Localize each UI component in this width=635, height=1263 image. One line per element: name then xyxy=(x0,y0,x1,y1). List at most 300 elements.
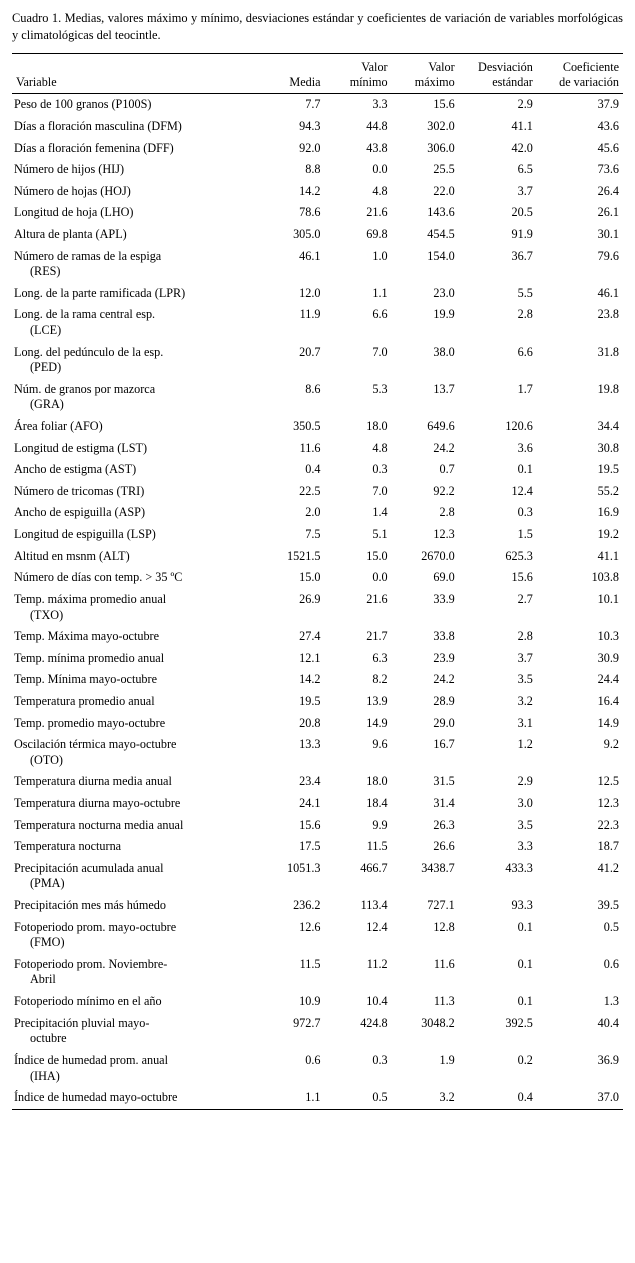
table-row xyxy=(12,116,623,138)
cell-coeficiente-variacion: 1.3 xyxy=(603,994,619,1009)
table-row xyxy=(12,246,623,283)
cell-desviacion-estandar: 3.5 xyxy=(517,817,533,832)
variable-label-continued: (IHA) xyxy=(30,1068,60,1083)
table-row xyxy=(12,416,623,438)
variable-label: Temperatura diurna media anual xyxy=(14,774,172,789)
cell-valor-maximo: 31.4 xyxy=(433,796,455,810)
cell-media: 23.4 xyxy=(299,774,321,789)
table-row xyxy=(12,1013,623,1050)
cell-valor-maximo: 24.2 xyxy=(433,440,455,455)
table-row xyxy=(12,648,623,670)
cell-media: 12.1 xyxy=(299,650,321,665)
cell-valor-minimo: 18.0 xyxy=(366,419,388,434)
cell-variable xyxy=(12,116,262,138)
cell-valor-minimo: 0.0 xyxy=(372,570,388,585)
cell-valor-maximo: 22.0 xyxy=(433,183,455,198)
cell-valor-minimo: 21.6 xyxy=(366,591,388,606)
cell-media: 13.3 xyxy=(299,737,321,752)
cell-valor-maximo: 306.0 xyxy=(427,140,455,155)
cell-coeficiente-variacion: 19.2 xyxy=(597,527,619,542)
table-row xyxy=(12,917,623,954)
cell-variable xyxy=(12,246,262,283)
table-row xyxy=(12,438,623,460)
cell-coeficiente-variacion: 26.1 xyxy=(597,205,619,220)
cell-desviacion-estandar: 2.9 xyxy=(517,774,533,789)
cell-valor-maximo: 26.3 xyxy=(433,817,455,832)
variable-label: Long. de la rama central esp. xyxy=(14,307,156,322)
column-header-media-line2: Media xyxy=(289,74,321,89)
table-row xyxy=(12,793,623,815)
cell-media: 1051.3 xyxy=(286,860,321,875)
cell-media: 15.6 xyxy=(299,817,321,832)
cell-valor-maximo: 16.7 xyxy=(433,737,455,752)
column-header-valor-maximo xyxy=(392,54,459,94)
cell-coeficiente-variacion: 12.5 xyxy=(597,774,619,789)
cell-valor-minimo: 466.7 xyxy=(360,860,388,875)
cell-desviacion-estandar: 392.5 xyxy=(505,1015,533,1030)
table-row xyxy=(12,626,623,648)
table-row xyxy=(12,589,623,626)
cell-media: 11.9 xyxy=(299,307,321,322)
variable-label: Longitud de hoja (LHO) xyxy=(14,205,134,220)
cell-desviacion-estandar: 36.7 xyxy=(511,248,533,263)
variable-label: Long. de la parte ramificada (LPR) xyxy=(14,285,186,300)
cell-variable xyxy=(12,1013,262,1050)
cell-desviacion-estandar: 93.3 xyxy=(511,898,533,913)
table-body xyxy=(12,94,623,1109)
cell-coeficiente-variacion: 79.6 xyxy=(597,248,619,263)
cell-media: 22.5 xyxy=(299,483,321,498)
cell-variable xyxy=(12,1050,262,1087)
cell-desviacion-estandar: 41.1 xyxy=(511,118,533,133)
table-row xyxy=(12,502,623,524)
cell-variable xyxy=(12,793,262,815)
cell-valor-minimo: 11.2 xyxy=(366,956,388,971)
cell-media: 26.9 xyxy=(299,591,321,606)
cell-variable xyxy=(12,895,262,917)
variable-label-continued: (OTO) xyxy=(30,752,63,767)
cell-variable xyxy=(12,438,262,460)
variable-label: Índice de humedad mayo-octubre xyxy=(14,1090,178,1105)
cell-variable xyxy=(12,771,262,793)
variable-label-continued: (LCE) xyxy=(30,322,62,337)
cell-coeficiente-variacion: 45.6 xyxy=(597,140,619,155)
cell-media: 20.8 xyxy=(299,715,321,730)
cell-variable xyxy=(12,991,262,1013)
cell-valor-minimo: 0.3 xyxy=(372,462,388,477)
table-row xyxy=(12,567,623,589)
cell-valor-minimo: 424.8 xyxy=(360,1015,388,1030)
variable-label: Precipitación acumulada anual xyxy=(14,860,164,875)
variable-label: Temperatura diurna mayo-octubre xyxy=(14,796,181,810)
cell-variable xyxy=(12,379,262,416)
cell-coeficiente-variacion: 18.7 xyxy=(597,839,619,854)
cell-valor-maximo: 2.8 xyxy=(439,505,455,520)
variable-label-continued: (FMO) xyxy=(30,935,65,950)
table-row xyxy=(12,895,623,917)
cell-valor-maximo: 3.2 xyxy=(392,1087,459,1109)
variable-label: Long. del pedúnculo de la esp. xyxy=(14,344,164,359)
variable-label: Precipitación pluvial mayo- xyxy=(14,1015,150,1030)
cell-valor-minimo: 9.6 xyxy=(372,737,388,752)
cell-variable xyxy=(12,567,262,589)
cell-valor-maximo: 154.0 xyxy=(427,248,455,263)
cell-variable xyxy=(12,342,262,379)
cell-variable xyxy=(12,304,262,341)
cell-variable xyxy=(12,648,262,670)
cell-media: 11.6 xyxy=(299,440,321,455)
variable-label: Altitud en msnm (ALT) xyxy=(14,548,130,563)
table-row xyxy=(12,94,623,116)
cell-coeficiente-variacion: 46.1 xyxy=(597,285,619,300)
cell-desviacion-estandar: 0.1 xyxy=(517,956,533,971)
cell-variable xyxy=(12,713,262,735)
cell-variable xyxy=(12,836,262,858)
cell-media: 972.7 xyxy=(293,1015,321,1030)
cell-desviacion-estandar: 3.5 xyxy=(517,672,533,687)
table-row xyxy=(12,1050,623,1087)
variable-label-continued: Abril xyxy=(30,972,56,987)
variable-label: Longitud de espiguilla (LSP) xyxy=(14,527,156,542)
cell-desviacion-estandar: 2.7 xyxy=(517,591,533,606)
cell-media: 0.6 xyxy=(305,1052,321,1067)
cell-valor-minimo: 8.2 xyxy=(372,672,388,687)
cell-media: 92.0 xyxy=(299,140,321,155)
column-header-valor-minimo-line1: Valor xyxy=(361,60,388,74)
table-row xyxy=(12,379,623,416)
cell-valor-minimo: 0.5 xyxy=(325,1087,392,1109)
column-header-variable-line2: Variable xyxy=(16,74,57,89)
cell-valor-maximo: 38.0 xyxy=(433,344,455,359)
table-row xyxy=(12,138,623,160)
cell-variable xyxy=(12,459,262,481)
table-row xyxy=(12,691,623,713)
cell-valor-minimo: 7.0 xyxy=(372,483,388,498)
cell-valor-minimo: 44.8 xyxy=(366,118,388,133)
cell-coeficiente-variacion: 55.2 xyxy=(597,483,619,498)
cell-valor-minimo: 18.4 xyxy=(366,796,388,810)
variable-label: Temp. máxima promedio anual xyxy=(14,591,167,606)
variable-label: Precipitación mes más húmedo xyxy=(14,898,166,913)
cell-variable xyxy=(12,94,262,116)
cell-valor-minimo: 21.6 xyxy=(366,205,388,220)
cell-media: 8.6 xyxy=(305,381,321,396)
cell-valor-minimo: 10.4 xyxy=(366,994,388,1009)
table-row xyxy=(12,481,623,503)
cell-valor-minimo: 0.3 xyxy=(372,1052,388,1067)
cell-valor-minimo: 7.0 xyxy=(372,344,388,359)
cell-valor-maximo: 33.8 xyxy=(433,629,455,644)
variable-label: Ancho de espiguilla (ASP) xyxy=(14,505,145,520)
table-row xyxy=(12,734,623,771)
cell-media: 10.9 xyxy=(299,994,321,1009)
cell-variable xyxy=(12,283,262,305)
cell-coeficiente-variacion: 26.4 xyxy=(597,183,619,198)
cell-media: 236.2 xyxy=(293,898,321,913)
cell-coeficiente-variacion: 12.3 xyxy=(597,796,619,810)
cell-variable xyxy=(12,858,262,895)
table-caption: Cuadro 1. Medias, valores máximo y mínimo, desviaciones estándar y coeficientes de variación de variables morfológicas y climatológicas del teocintle. xyxy=(12,11,623,42)
cell-valor-maximo: 11.6 xyxy=(433,956,455,971)
table-row xyxy=(12,224,623,246)
cell-coeficiente-variacion: 73.6 xyxy=(597,162,619,177)
cell-media: 19.5 xyxy=(299,693,321,708)
cell-desviacion-estandar: 3.7 xyxy=(517,650,533,665)
cell-valor-maximo: 92.2 xyxy=(433,483,455,498)
cell-coeficiente-variacion: 0.5 xyxy=(603,919,619,934)
cell-valor-maximo: 0.7 xyxy=(439,462,455,477)
cell-valor-minimo: 3.3 xyxy=(372,97,388,112)
table-row xyxy=(12,181,623,203)
cell-desviacion-estandar: 0.1 xyxy=(517,919,533,934)
cell-coeficiente-variacion: 22.3 xyxy=(597,817,619,832)
variable-label: Días a floración femenina (DFF) xyxy=(14,140,174,155)
cell-media: 1.1 xyxy=(262,1087,324,1109)
cell-desviacion-estandar: 3.1 xyxy=(517,715,533,730)
cell-valor-maximo: 33.9 xyxy=(433,591,455,606)
table-row xyxy=(12,991,623,1013)
cell-valor-maximo: 12.8 xyxy=(433,919,455,934)
cell-media: 94.3 xyxy=(299,118,321,133)
cell-coeficiente-variacion: 41.2 xyxy=(597,860,619,875)
cell-desviacion-estandar: 2.8 xyxy=(517,307,533,322)
column-header-variable xyxy=(12,54,262,94)
cell-valor-maximo: 28.9 xyxy=(433,693,455,708)
cell-desviacion-estandar: 0.1 xyxy=(517,994,533,1009)
cell-desviacion-estandar: 0.4 xyxy=(459,1087,537,1109)
cell-desviacion-estandar: 625.3 xyxy=(505,548,533,563)
cell-media: 14.2 xyxy=(299,672,321,687)
cell-desviacion-estandar: 91.9 xyxy=(511,226,533,241)
cell-media: 20.7 xyxy=(299,344,321,359)
variable-label: Número de tricomas (TRI) xyxy=(14,483,145,498)
data-table xyxy=(12,53,623,1110)
table-row xyxy=(12,202,623,224)
cell-media: 46.1 xyxy=(299,248,321,263)
cell-valor-maximo: 23.9 xyxy=(433,650,455,665)
column-header-desviacion-estandar-line2: estándar xyxy=(492,74,533,89)
cell-desviacion-estandar: 15.6 xyxy=(511,570,533,585)
variable-label-continued: (PED) xyxy=(30,360,62,375)
cell-valor-minimo: 14.9 xyxy=(366,715,388,730)
cell-desviacion-estandar: 3.2 xyxy=(517,693,533,708)
cell-valor-maximo: 12.3 xyxy=(433,527,455,542)
table-row xyxy=(12,771,623,793)
column-header-valor-maximo-line1: Valor xyxy=(428,60,455,74)
cell-variable xyxy=(12,481,262,503)
cell-media: 350.5 xyxy=(293,419,321,434)
cell-desviacion-estandar: 0.2 xyxy=(517,1052,533,1067)
cell-valor-minimo: 1.0 xyxy=(372,248,388,263)
cell-coeficiente-variacion: 19.5 xyxy=(597,462,619,477)
cell-valor-minimo: 6.3 xyxy=(372,650,388,665)
cell-media: 14.2 xyxy=(299,183,321,198)
cell-valor-maximo: 1.9 xyxy=(439,1052,455,1067)
cell-coeficiente-variacion: 9.2 xyxy=(603,737,619,752)
cell-coeficiente-variacion: 40.4 xyxy=(597,1015,619,1030)
cell-valor-maximo: 143.6 xyxy=(427,205,455,220)
cell-valor-minimo: 43.8 xyxy=(366,140,388,155)
cell-desviacion-estandar: 1.2 xyxy=(517,737,533,752)
cell-coeficiente-variacion: 16.4 xyxy=(597,693,619,708)
cell-valor-minimo: 21.7 xyxy=(366,629,388,644)
cell-desviacion-estandar: 120.6 xyxy=(505,419,533,434)
cell-desviacion-estandar: 0.1 xyxy=(517,462,533,477)
cell-variable xyxy=(12,815,262,837)
cell-valor-maximo: 454.5 xyxy=(427,226,455,241)
cell-desviacion-estandar: 6.6 xyxy=(517,344,533,359)
cell-valor-minimo: 9.9 xyxy=(372,817,388,832)
column-header-media xyxy=(262,54,324,94)
cell-desviacion-estandar: 3.3 xyxy=(517,839,533,854)
cell-media: 305.0 xyxy=(293,226,321,241)
cell-desviacion-estandar: 1.7 xyxy=(517,381,533,396)
variable-label: Número de ramas de la espiga xyxy=(14,248,162,263)
cell-variable xyxy=(12,1087,262,1109)
column-header-coeficiente-variacion-line1: Coeficiente xyxy=(562,60,619,74)
variable-label: Fotoperiodo prom. Noviembre- xyxy=(14,956,168,971)
variable-label: Número de hijos (HIJ) xyxy=(14,162,125,177)
cell-variable xyxy=(12,502,262,524)
cell-coeficiente-variacion: 14.9 xyxy=(597,715,619,730)
cell-coeficiente-variacion: 39.5 xyxy=(597,898,619,913)
cell-valor-maximo: 26.6 xyxy=(433,839,455,854)
table-header xyxy=(12,54,623,94)
cell-valor-maximo: 727.1 xyxy=(427,898,455,913)
variable-label: Área foliar (AFO) xyxy=(14,419,103,434)
cell-valor-maximo: 19.9 xyxy=(433,307,455,322)
cell-valor-minimo: 0.0 xyxy=(372,162,388,177)
table-row xyxy=(12,342,623,379)
cell-media: 7.5 xyxy=(305,527,321,542)
cell-coeficiente-variacion: 10.3 xyxy=(597,629,619,644)
cell-variable xyxy=(12,159,262,181)
cell-valor-maximo: 302.0 xyxy=(427,118,455,133)
cell-valor-maximo: 15.6 xyxy=(433,97,455,112)
cell-variable xyxy=(12,181,262,203)
cell-desviacion-estandar: 12.4 xyxy=(511,483,533,498)
cell-variable xyxy=(12,138,262,160)
variable-label: Núm. de granos por mazorca xyxy=(14,381,156,396)
cell-valor-maximo: 11.3 xyxy=(433,994,455,1009)
cell-desviacion-estandar: 42.0 xyxy=(511,140,533,155)
variable-label: Índice de humedad prom. anual xyxy=(14,1052,168,1067)
cell-desviacion-estandar: 1.5 xyxy=(517,527,533,542)
cell-variable xyxy=(12,589,262,626)
cell-media: 12.0 xyxy=(299,285,321,300)
table-row xyxy=(12,815,623,837)
variable-label-continued: (PMA) xyxy=(30,876,65,891)
cell-media: 7.7 xyxy=(305,97,321,112)
cell-desviacion-estandar: 20.5 xyxy=(511,205,533,220)
cell-valor-maximo: 31.5 xyxy=(433,774,455,789)
table-row xyxy=(12,283,623,305)
variable-label: Longitud de estigma (LST) xyxy=(14,440,148,455)
table-row xyxy=(12,713,623,735)
variable-label: Temp. promedio mayo-octubre xyxy=(14,715,166,730)
variable-label: Temperatura promedio anual xyxy=(14,693,155,708)
column-header-valor-maximo-line2: máximo xyxy=(414,74,455,89)
cell-variable xyxy=(12,524,262,546)
table-row xyxy=(12,954,623,991)
variable-label-continued: octubre xyxy=(30,1031,67,1046)
cell-coeficiente-variacion: 30.9 xyxy=(597,650,619,665)
table-row xyxy=(12,524,623,546)
column-header-desviacion-estandar-line1: Desviación xyxy=(478,60,533,74)
table-row xyxy=(12,546,623,568)
cell-coeficiente-variacion: 41.1 xyxy=(597,548,619,563)
cell-variable xyxy=(12,669,262,691)
table-row xyxy=(12,1087,623,1109)
cell-media: 78.6 xyxy=(299,205,321,220)
cell-valor-minimo: 18.0 xyxy=(366,774,388,789)
cell-media: 17.5 xyxy=(299,839,321,854)
cell-variable xyxy=(12,202,262,224)
cell-media: 11.5 xyxy=(299,956,321,971)
cell-variable xyxy=(12,626,262,648)
table-row xyxy=(12,669,623,691)
cell-coeficiente-variacion: 34.4 xyxy=(597,419,619,434)
column-header-desviacion-estandar xyxy=(459,54,537,94)
cell-media: 24.1 xyxy=(299,796,321,810)
cell-variable xyxy=(12,954,262,991)
cell-coeficiente-variacion: 103.8 xyxy=(591,570,619,585)
cell-valor-minimo: 12.4 xyxy=(366,919,388,934)
cell-valor-maximo: 3048.2 xyxy=(421,1015,455,1030)
column-header-valor-minimo-line2: mínimo xyxy=(349,74,388,89)
cell-desviacion-estandar: 6.5 xyxy=(517,162,533,177)
cell-valor-maximo: 24.2 xyxy=(433,672,455,687)
table-row xyxy=(12,304,623,341)
cell-media: 15.0 xyxy=(299,570,321,585)
variable-label: Altura de planta (APL) xyxy=(14,226,127,241)
variable-label: Número de días con temp. > 35 ºC xyxy=(14,570,183,585)
cell-coeficiente-variacion: 31.8 xyxy=(597,344,619,359)
cell-variable xyxy=(12,224,262,246)
cell-valor-minimo: 113.4 xyxy=(360,898,388,913)
variable-label: Número de hojas (HOJ) xyxy=(14,183,131,198)
cell-desviacion-estandar: 433.3 xyxy=(505,860,533,875)
cell-coeficiente-variacion: 19.8 xyxy=(597,381,619,396)
table-row xyxy=(12,459,623,481)
cell-coeficiente-variacion: 30.8 xyxy=(597,440,619,455)
cell-valor-maximo: 69.0 xyxy=(433,570,455,585)
cell-coeficiente-variacion: 0.6 xyxy=(603,956,619,971)
cell-valor-maximo: 2670.0 xyxy=(421,548,455,563)
cell-valor-minimo: 4.8 xyxy=(372,183,388,198)
table-row xyxy=(12,836,623,858)
column-header-coeficiente-variacion xyxy=(537,54,623,94)
cell-valor-minimo: 69.8 xyxy=(366,226,388,241)
cell-coeficiente-variacion: 30.1 xyxy=(597,226,619,241)
cell-valor-minimo: 15.0 xyxy=(366,548,388,563)
cell-media: 12.6 xyxy=(299,919,321,934)
cell-valor-minimo: 5.1 xyxy=(372,527,388,542)
variable-label: Oscilación térmica mayo-octubre xyxy=(14,737,177,752)
cell-coeficiente-variacion: 37.0 xyxy=(537,1087,623,1109)
cell-valor-maximo: 29.0 xyxy=(433,715,455,730)
table-row xyxy=(12,159,623,181)
variable-label: Fotoperiodo prom. mayo-octubre xyxy=(14,919,177,934)
cell-media: 1521.5 xyxy=(286,548,321,563)
cell-coeficiente-variacion: 43.6 xyxy=(597,118,619,133)
cell-valor-minimo: 6.6 xyxy=(372,307,388,322)
cell-valor-maximo: 649.6 xyxy=(427,419,455,434)
cell-valor-minimo: 13.9 xyxy=(366,693,388,708)
cell-coeficiente-variacion: 23.8 xyxy=(597,307,619,322)
variable-label: Peso de 100 granos (P100S) xyxy=(14,97,152,112)
cell-media: 8.8 xyxy=(305,162,321,177)
